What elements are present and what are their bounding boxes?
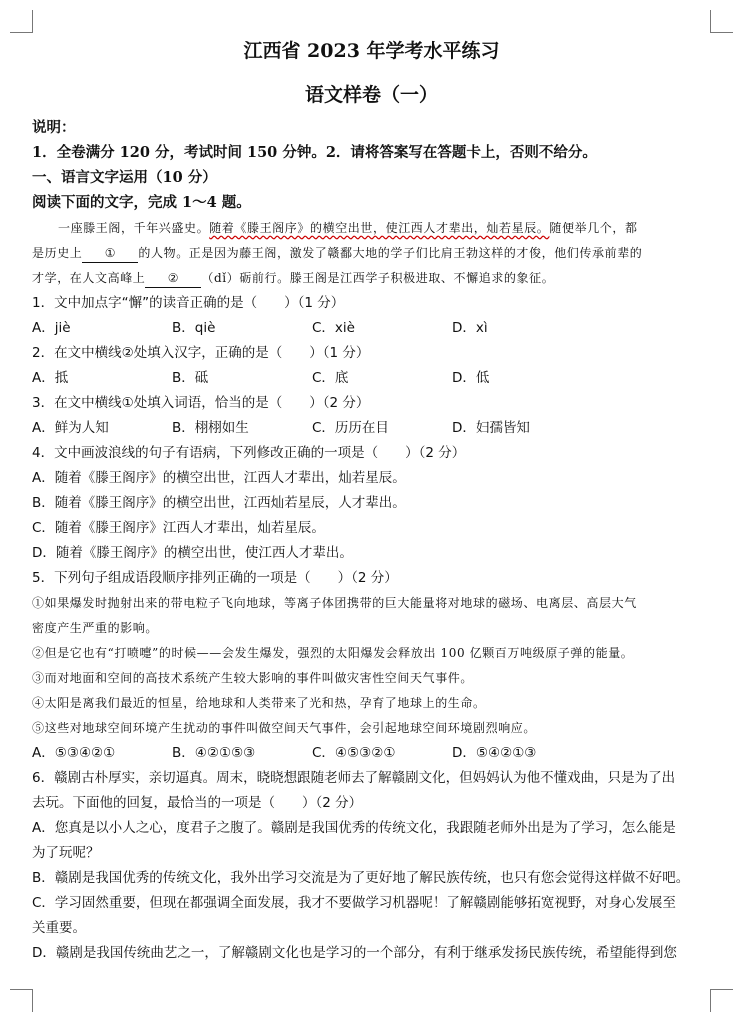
q3-option-c: C．历历在目 — [312, 420, 389, 436]
q4-option-b: B．随着《滕王阁序》的横空出世，江西灿若星辰，人才辈出。 — [32, 495, 406, 511]
wavy-underlined-sentence: 随着《滕王阁序》的横空出世，使江西人才辈出，灿若星辰。 — [209, 221, 550, 235]
q5-stem: 5．下列句子组成语段顺序排列正确的一项是（ ）（2 分） — [32, 570, 398, 586]
q2-option-c: C．底 — [312, 370, 349, 386]
q2-option-b: B．砥 — [172, 370, 209, 386]
q5-option-a: A．⑤③④②① — [32, 745, 116, 761]
q6-option-a: A．您真是以小人之心，度君子之腹了。赣剧是我国优秀的传统文化，我跟随老师外出是为了学习，怎么能是 — [32, 820, 676, 836]
instructions-label: 说明： — [32, 119, 76, 136]
q6-stem: 6．赣剧古朴厚实，亲切逼真。周末，晓晓想跟随老师去了解赣剧文化，但妈妈认为他不懂戏曲，只是为了出 — [32, 770, 676, 786]
q6-option-a-cont: 为了玩呢？ — [32, 845, 100, 861]
q6-option-b: B．赣剧是我国优秀的传统文化，我外出学习交流是为了更好地了解民族传统，也只有您会觉得这样做不好吧。 — [32, 870, 690, 886]
q5-sentence-3: ③而对地面和空间的高技术系统产生较大影响的事件叫做灾害性空间天气事件。 — [32, 671, 474, 685]
q6-stem-cont: 去玩。下面他的回复，最恰当的一项是（ ）（2 分） — [32, 795, 363, 811]
page-subtitle: 语文样卷（一） — [304, 84, 438, 106]
q5-sentence-1-cont: 密度产生严重的影响。 — [32, 621, 159, 635]
q6-option-d: D．赣剧是我国传统曲艺之一，了解赣剧文化也是学习的一个部分，有利于继承发扬民族传统，希望能得到您 — [32, 945, 677, 961]
crop-mark-top-right — [710, 10, 733, 33]
q3-option-d: D．妇孺皆知 — [452, 420, 530, 436]
q1-option-d: D．xì — [452, 320, 488, 336]
q5-sentence-5: ⑤这些对地球空间环境产生扰动的事件叫做空间天气事件，会引起地球空间环境剧烈响应。 — [32, 721, 537, 735]
q5-sentence-2: ②但是它也有“打喷嚏”的时候——会发生爆发，强烈的太阳爆发会释放出 100 亿颗百万吨级原子弹的能量。 — [32, 646, 634, 660]
q1-option-c: C．xiè — [312, 320, 355, 336]
q1-stem: 1．文中加点字“懈”的读音正确的是（ ）（1 分） — [32, 295, 345, 311]
q2-option-d: D．低 — [452, 370, 490, 386]
q6-option-c-cont: 关重要。 — [32, 920, 86, 936]
q5-sentence-1: ①如果爆发时抛射出来的带电粒子飞向地球，等离子体团携带的巨大能量将对地球的磁场、电离层、高层大气 — [32, 596, 637, 610]
q3-option-b: B．栩栩如生 — [172, 420, 249, 436]
q5-option-c: C．④⑤③②① — [312, 745, 396, 761]
q5-sentence-4: ④太阳是离我们最近的恒星，给地球和人类带来了光和热，孕育了地球上的生命。 — [32, 696, 486, 710]
instructions-text: 1．全卷满分 120 分，考试时间 150 分钟。2．请将答案写在答题卡上，否则不给分。 — [32, 144, 597, 161]
passage-line-1: 一座滕王阁，千年兴盛史。随着《滕王阁序》的横空出世，使江西人才辈出，灿若星辰。随便举几个，都 — [58, 221, 638, 235]
q3-stem: 3．在文中横线①处填入词语，恰当的是（ ）（2 分） — [32, 395, 370, 411]
q5-option-d: D．⑤④②①③ — [452, 745, 537, 761]
blank-2: ② — [145, 270, 201, 288]
q4-option-c: C．随着《滕王阁序》江西人才辈出，灿若星辰。 — [32, 520, 325, 536]
q1-option-b: B．qiè — [172, 320, 216, 336]
crop-mark-bottom-left — [10, 989, 33, 1012]
q6-option-c: C．学习固然重要，但现在都强调全面发展，我才不要做学习机器呢！了解赣剧能够拓宽视野，对身心发展至 — [32, 895, 676, 911]
crop-mark-top-left — [10, 10, 33, 33]
crop-mark-bottom-right — [710, 989, 733, 1012]
q3-option-a: A．鲜为人知 — [32, 420, 109, 436]
section-heading: 一、语言文字运用（10 分） — [32, 169, 217, 186]
q4-stem: 4．文中画波浪线的句子有语病，下列修改正确的一项是（ ）（2 分） — [32, 445, 466, 461]
q1-option-a: A．jiè — [32, 320, 71, 336]
q2-stem: 2．在文中横线②处填入汉字，正确的是（ ）（1 分） — [32, 345, 370, 361]
q4-option-a: A．随着《滕王阁序》的横空出世，江西人才辈出，灿若星辰。 — [32, 470, 406, 486]
page-title: 江西省 2023 年学考水平练习 — [243, 40, 500, 62]
passage-line-3: 才学，在人文高峰上 ② （dǐ）砺前行。滕王阁是江西学子积极进取、不懈追求的象征。 — [32, 268, 701, 288]
q2-option-a: A．抵 — [32, 370, 69, 386]
blank-1: ① — [82, 245, 138, 263]
reading-prompt: 阅读下面的文字，完成 1～4 题。 — [32, 194, 251, 211]
passage-line-2: 是历史上 ① 的人物。正是因为藤王阁，激发了赣鄱大地的学子们比肩王勃这样的才俊，他们传承前辈的 — [32, 243, 701, 263]
q4-option-d: D．随着《滕王阁序》的横空出世，使江西人才辈出。 — [32, 545, 353, 561]
q5-option-b: B．④②①⑤③ — [172, 745, 256, 761]
